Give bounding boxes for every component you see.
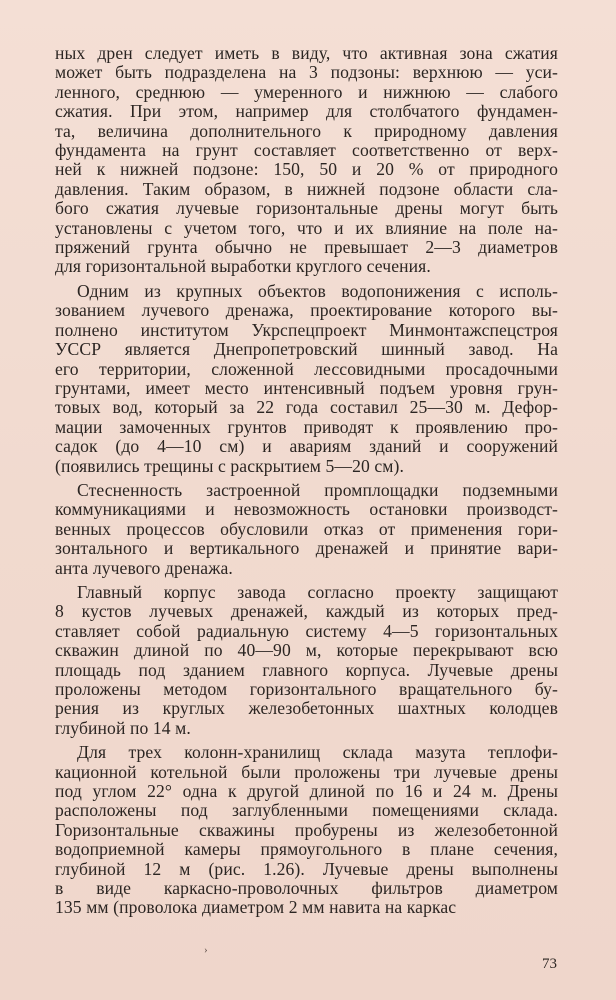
paragraph bbox=[55, 481, 558, 578]
text-line: скважин длиной по 40—90 м, которые перекрывают всю bbox=[55, 640, 558, 661]
paragraph bbox=[55, 282, 558, 476]
text-line: ленного, среднюю — умеренного и нижнюю — слабого bbox=[55, 81, 558, 102]
text-line: под углом 22° одна к другой длиной по 16 и 24 м. Дрены bbox=[55, 781, 558, 802]
text-line: 135 мм (проволока диаметром 2 мм навита на каркас bbox=[55, 897, 457, 918]
page-number: 73 bbox=[542, 956, 557, 972]
body-text bbox=[55, 44, 558, 923]
text-line: ставляет собой радиальную систему 4—5 горизонтальных bbox=[55, 620, 558, 641]
text-line: 8 кустов лучевых дренажей, каждый из которых пред- bbox=[55, 601, 558, 622]
text-line: ней к нижней подзоне: 150, 50 и 20 % от природного bbox=[55, 159, 558, 180]
text-line: рения из круглых железобетонных шахтных колодцев bbox=[55, 698, 558, 719]
text-line: Горизонтальные скважины пробурены из железобетонной bbox=[55, 819, 558, 840]
text-line: коммуникациями и невозможность остановки производст- bbox=[55, 499, 558, 520]
text-line: глубиной по 14 м. bbox=[55, 717, 191, 738]
text-line: Главный корпус завода согласно проекту защищают bbox=[77, 581, 558, 602]
paragraph bbox=[55, 583, 558, 738]
text-line: площадь под зданием главного корпуса. Лучевые дрены bbox=[55, 659, 558, 680]
text-line: мации замоченных грунтов приводят к проявлению про- bbox=[55, 416, 558, 437]
text-line: (появились трещины с раскрытием 5—20 см). bbox=[55, 455, 404, 476]
paragraph bbox=[55, 743, 558, 918]
text-line: установлены с учетом того, что и их влияние на поле на- bbox=[55, 217, 558, 238]
text-line: ных дрен следует иметь в виду, что активная зона сжатия bbox=[55, 43, 558, 63]
text-line: Для трех колонн-хранилищ склада мазута теплофи- bbox=[77, 742, 558, 763]
text-line: Стесненность застроенной промплощадки подземными bbox=[77, 479, 558, 500]
text-line: глубиной 12 м (рис. 1.26). Лучевые дрены выполнены bbox=[55, 858, 558, 879]
text-line: водоприемной камеры прямоугольного в плане сечения, bbox=[55, 839, 558, 860]
text-line: в виде каркасно-проволочных фильтров диаметром bbox=[55, 878, 558, 899]
paragraph bbox=[55, 44, 558, 277]
text-line: венных процессов обусловили отказ от применения гори- bbox=[55, 518, 558, 539]
text-line: Одним из крупных объектов водопонижения с исполь- bbox=[77, 280, 558, 301]
text-line: расположены под заглубленными помещениями склада. bbox=[55, 800, 558, 821]
text-line: та, величина дополнительного к природному давления bbox=[55, 120, 558, 141]
text-line: пряжений грунта обычно не превышает 2—3 диаметров bbox=[55, 237, 558, 258]
text-line: садок (до 4—10 см) и авариям зданий и сооружений bbox=[55, 436, 558, 457]
text-line: сжатия. При этом, например для столбчатого фундамен- bbox=[55, 101, 558, 122]
text-line: УССР является Днепропетровский шинный завод. На bbox=[55, 339, 558, 360]
text-line: бого сжатия лучевые горизонтальные дрены могут быть bbox=[55, 198, 558, 219]
text-line: грунтами, имеет место интенсивный подъем уровня грун- bbox=[55, 377, 558, 398]
text-line: фундамента на грунт составляет соответственно от верх- bbox=[55, 140, 558, 161]
scan-speck: › bbox=[204, 944, 208, 956]
text-line: его территории, сложенной лессовидными просадочными bbox=[55, 358, 558, 379]
text-line: полнено институтом Укрспецпроект Минмонтажспецстроя bbox=[55, 319, 558, 340]
text-line: проложены методом горизонтального вращательного бу- bbox=[55, 679, 558, 699]
text-line: анта лучевого дренажа. bbox=[55, 557, 233, 578]
text-line: для горизонтальной выработки круглого сечения. bbox=[55, 256, 431, 277]
text-line: кационной котельной были проложены три лучевые дрены bbox=[55, 761, 558, 782]
text-line: зонтального и вертикального дренажей и принятие вари- bbox=[55, 538, 558, 559]
text-line: может быть подразделена на 3 подзоны: верхнюю — уси- bbox=[55, 62, 558, 83]
text-line: давления. Таким образом, в нижней подзоне области сла- bbox=[55, 178, 558, 199]
text-line: зованием лучевого дренажа, проектирование которого вы- bbox=[55, 300, 558, 321]
text-line: товых вод, который за 22 года составил 25—30 м. Дефор- bbox=[55, 397, 558, 418]
